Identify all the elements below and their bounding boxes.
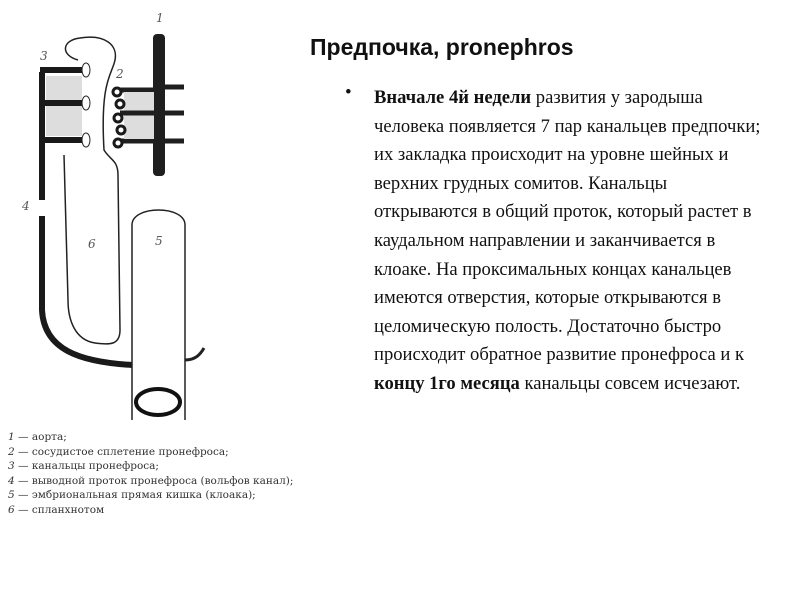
figure-label-5: 5 xyxy=(155,234,163,248)
figure-label-6: 6 xyxy=(88,237,96,251)
figure-legend xyxy=(8,430,293,518)
pronephros-diagram xyxy=(0,0,230,420)
legend-item: 3 — канальцы пронефроса; xyxy=(8,460,159,473)
slide-title: Предпочка, pronephros xyxy=(310,34,574,60)
legend-item: 5 — эмбриональная прямая кишка (клоака); xyxy=(8,489,256,502)
figure-label-4: 4 xyxy=(22,199,30,213)
legend-item: 6 — спланхнотом xyxy=(8,503,105,516)
aorta xyxy=(153,34,165,176)
bullet-icon: • xyxy=(345,82,352,103)
legend-item: 4 — выводной проток пронефроса (вольфов канал); xyxy=(8,474,294,487)
figure-label-3: 3 xyxy=(40,49,48,63)
figure-label-2: 2 xyxy=(116,67,124,81)
slide-body-text: Вначале 4й недели развития у зародыша человека появляется 7 пар канальцев предпочки; их закладка происходит на уровне шейных и верхних грудных сомитов. Канальцы открываются в общий проток, который растет в каудальном направлении и заканчивается в клоаке. На проксимальных концах канальцев имеются отверстия, которые открываются в целомическую полость. Достаточно быстро происходит обратное развитие пронефроса и к концу 1го месяца канальцы совсем исчезают. xyxy=(374,87,761,394)
legend-item: 1 — аорта; xyxy=(8,431,67,443)
figure-label-1: 1 xyxy=(156,11,164,25)
legend-item: 2 — сосудистое сплетение пронефроса; xyxy=(8,445,229,458)
